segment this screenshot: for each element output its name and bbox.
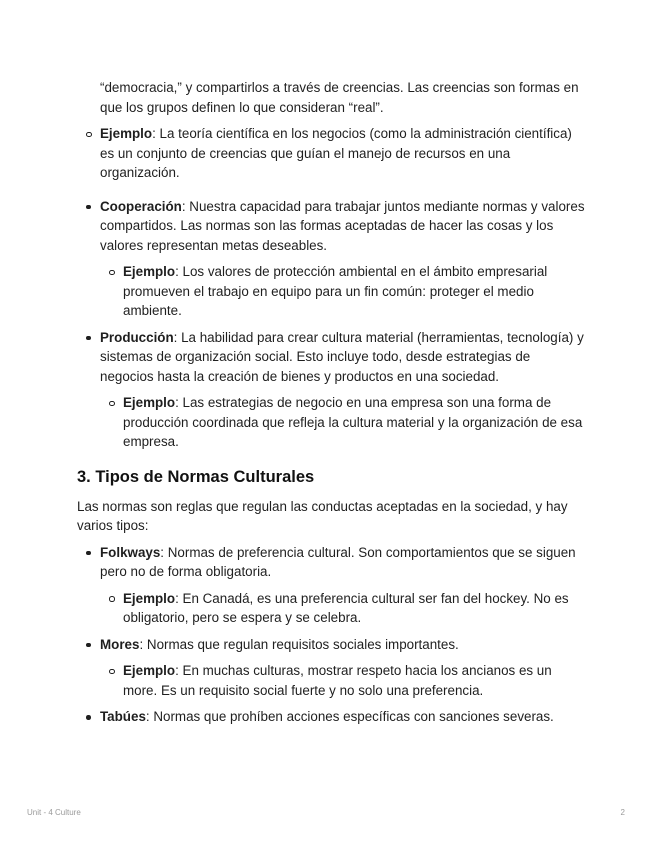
example-item [100,661,587,700]
sublist [100,262,587,321]
section-heading: 3. Tipos de Normas Culturales [77,467,315,486]
sublist [100,393,587,452]
term: Producción [100,329,174,345]
example-label: Ejemplo [100,126,153,141]
term-description: : Normas de preferencia cultural. Son comportamientos que se siguen pero no de forma obligatoria. [100,544,576,579]
example-label: Ejemplo [123,663,176,678]
list-item [77,707,587,727]
list-item [77,543,587,628]
list-item [77,328,587,452]
page-number: 2 [620,808,625,817]
sublist [100,661,587,700]
page-content [77,78,587,734]
example-item [100,262,587,321]
example-item [100,393,587,452]
list-item [77,635,587,701]
list-item [77,197,587,321]
example-label: Ejemplo [123,264,176,279]
norms-list [77,543,587,727]
example-text: : En muchas culturas, mostrar respeto hacia los ancianos es un more. Es un requisito social fuerte y no solo una preferencia. [123,663,552,698]
term: Folkways [100,544,161,560]
term-description: : Normas que regulan requisitos sociales importantes. [139,636,459,652]
example-label: Ejemplo [123,590,176,606]
term: Tabúes [100,709,146,724]
example-text: : Los valores de protección ambiental en el ámbito empresarial promueven el trabajo en equipo para un fin común: proteger el medio ambiente. [123,264,548,318]
example-label: Ejemplo [123,395,176,410]
example-text: : Las estrategias de negocio en una empresa son una forma de producción coordinada que refleja la cultura material y la organización de esa empresa. [123,395,583,449]
bullet-list [77,197,587,452]
example-text: : La teoría científica en los negocios (como la administración científica) es un conjunto de creencias que guían el manejo de recursos en una organización. [100,126,572,180]
continuation-paragraph: “democracia,” y compartirlos a través de creencias. Las creencias son formas en que los grupos definen lo que consideran “real”. [100,80,579,115]
term-description: : Normas que prohíben acciones específicas con sanciones severas. [145,709,554,724]
continuation-sublist [77,124,587,183]
footer-title: Unit - 4 Culture [27,808,81,817]
example-text: : En Canadá, es una preferencia cultural ser fan del hockey. No es obligatorio, pero se espera y se celebra. [123,590,569,625]
term: Cooperación [100,198,182,214]
example-item [100,589,587,628]
term-description: : Nuestra capacidad para trabajar juntos mediante normas y valores compartidos. Las normas son las formas aceptadas de hacer las cosas y los valores representan metas deseables. [100,198,585,253]
term-description: : La habilidad para crear cultura material (herramientas, tecnología) y sistemas de organización social. Esto incluye todo, desde estrategias de negocios hasta la creación de bienes y productos en una sociedad. [100,329,584,384]
example-item [77,124,587,183]
sublist [100,589,587,628]
section-intro: Las normas son reglas que regulan las conductas aceptadas en la sociedad, y hay varios tipos: [77,498,568,533]
term: Mores [100,636,140,652]
